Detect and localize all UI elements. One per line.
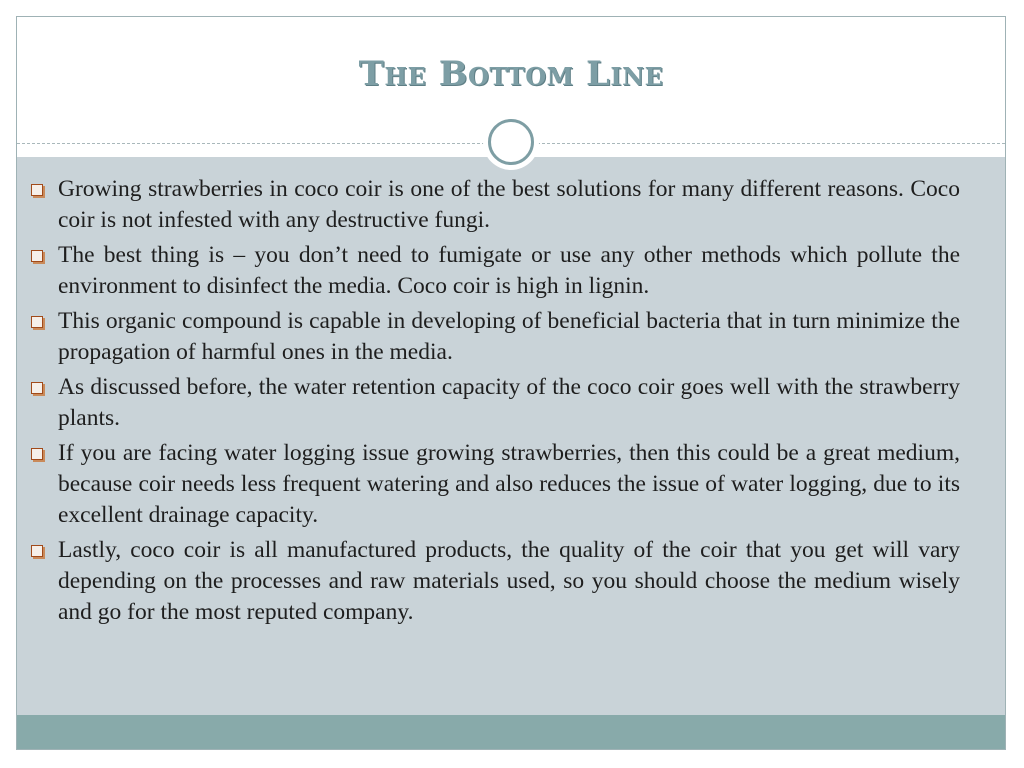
bullet-text: If you are facing water logging issue growing strawberries, then this could be a great medium, because coir needs less frequent watering and also reduces the issue of water logging, due to its excellent drainage capacity. <box>58 440 960 528</box>
bullet-text: This organic compound is capable in developing of beneficial bacteria that in turn minimize the propagation of harmful ones in the media. <box>58 308 960 365</box>
slide-title: The Bottom Line <box>358 54 664 94</box>
bullet-item <box>28 372 960 434</box>
circle-ring <box>488 119 534 165</box>
square-bullet-icon <box>31 250 43 262</box>
bullet-text: Lastly, coco coir is all manufactured products, the quality of the coir that you get will vary depending on the processes and raw materials used, so you should choose the medium wisely and go for the most reputed company. <box>58 537 960 625</box>
square-bullet-icon <box>31 382 43 394</box>
square-bullet-icon <box>31 448 43 460</box>
bullet-item <box>28 306 960 368</box>
circle-ornament-icon <box>483 114 539 170</box>
bullet-item <box>28 240 960 302</box>
bottom-bar <box>17 715 1005 749</box>
bullet-item <box>28 535 960 628</box>
square-bullet-icon <box>31 316 43 328</box>
bullet-text: Growing strawberries in coco coir is one of the best solutions for many different reasons. Coco coir is not infested with any destructive fungi. <box>58 176 960 233</box>
bullet-list <box>28 174 960 632</box>
bullet-text: As discussed before, the water retention capacity of the coco coir goes well with the strawberry plants. <box>58 374 960 431</box>
bullet-item <box>28 438 960 531</box>
bullet-item <box>28 174 960 236</box>
square-bullet-icon <box>31 184 43 196</box>
square-bullet-icon <box>31 545 43 557</box>
bullet-text: The best thing is – you don’t need to fumigate or use any other methods which pollute the environment to disinfect the media. Coco coir is high in lignin. <box>58 242 960 299</box>
